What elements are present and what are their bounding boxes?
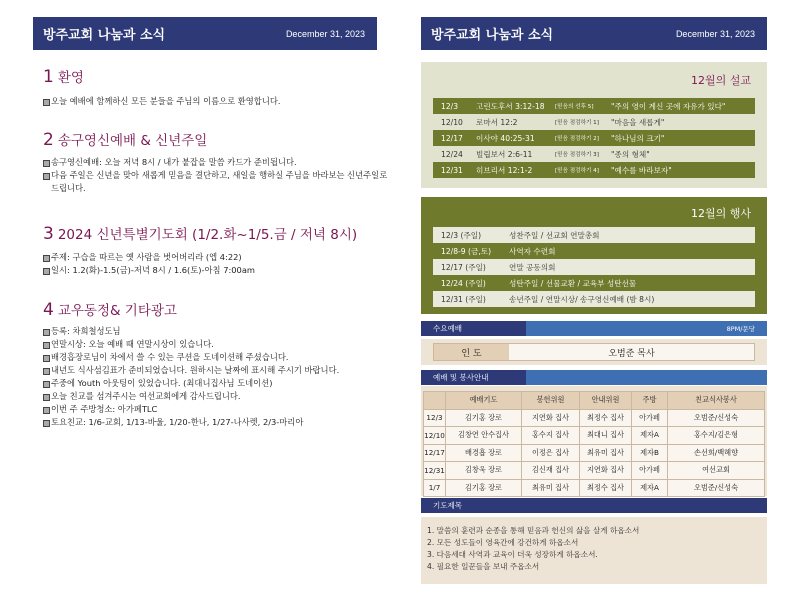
column-header: 봉헌위원 <box>522 392 580 410</box>
section-title-text: 교우동정& 기타광고 <box>57 303 177 319</box>
list-item: 내년도 식사섬김표가 준비되었습니다. 원하시는 날짜에 표시해 주시기 바랍니다. <box>43 364 388 377</box>
prayer-item: 1. 말씀의 훈련과 순종을 통해 믿음과 헌신의 삶을 살게 하옵소서 <box>427 526 640 535</box>
section-1-list <box>43 95 388 108</box>
sermon-text: 고린도후서 3:12-18 <box>476 101 545 111</box>
list-item: 배경흡장로님이 차에서 쓸 수 있는 쿠션을 도네이션해 주셨습니다. <box>43 351 388 364</box>
list-item: 연말시상: 오늘 예배 때 연말시상이 있습니다. <box>43 338 388 351</box>
section-title-2 <box>43 129 207 150</box>
section-2-list <box>43 156 388 195</box>
right-header-date: December 31, 2023 <box>675 28 755 39</box>
section-num: 3 <box>43 224 54 244</box>
table-row <box>424 479 765 497</box>
sermon-date: 12/24 <box>441 149 463 159</box>
prayer-label: 기도제목 <box>421 498 767 513</box>
table-cell: 12/3 <box>424 409 446 427</box>
table-cell: 12/17 <box>424 444 446 462</box>
section-num: 2 <box>43 130 54 150</box>
section-title-text: 환영 <box>57 70 84 86</box>
table-cell: 홍수지 집사 <box>522 427 580 445</box>
list-item: 일시: 1.2(화)-1.5(금)-저녁 8시 / 1.6(토)-아침 7:00am <box>43 264 388 277</box>
prayer-bar <box>421 498 767 513</box>
table-cell: 아가페 <box>632 462 668 480</box>
wed-service-time: 8PM/문당 <box>526 321 767 336</box>
table-cell: 오범준/신성숙 <box>668 409 765 427</box>
table-cell: 김창욱 장로 <box>446 462 522 480</box>
sermon-series: [믿음 점검하기 3] <box>555 152 599 158</box>
table-header-row <box>424 392 765 410</box>
table-row <box>424 462 765 480</box>
event-desc: 사역자 수련회 <box>509 246 556 256</box>
table-cell: 제자A <box>632 427 668 445</box>
sermon-series: [믿음 점검하기 1] <box>555 120 599 126</box>
table-cell: 배경흡 장로 <box>446 444 522 462</box>
table-cell: 손선희/백혜향 <box>668 444 765 462</box>
section-4-list <box>43 325 388 429</box>
list-item: 주중에 Youth 아웃팅이 있었습니다. (최대니집사님 도네이션) <box>43 377 388 390</box>
prayer-panel <box>421 517 767 584</box>
left-header-title: 방주교회 나눔과 소식 <box>43 28 166 43</box>
event-date: 12/8-9 (금,토) <box>441 246 492 256</box>
sermon-row <box>433 146 755 162</box>
right-header <box>421 17 767 50</box>
sermon-sermon-title: "마음을 새롭게" <box>611 117 665 127</box>
sermon-sermon-title: "하나님의 크기" <box>611 133 665 143</box>
sermon-text: 빌립보서 2:6-11 <box>476 149 533 159</box>
sermon-date: 12/17 <box>441 133 463 143</box>
event-row <box>433 259 755 275</box>
table-cell: 김창연 안수집사 <box>446 427 522 445</box>
table-cell: 최대니 집사 <box>580 427 632 445</box>
duty-panel <box>421 386 767 496</box>
events-panel <box>421 197 767 314</box>
right-header-title: 방주교회 나눔과 소식 <box>431 28 554 43</box>
sermon-row <box>433 162 755 178</box>
list-item: 토요친교: 1/6-교회, 1/13-바울, 1/20-한나, 1/27-나사렛, 2/3-마리아 <box>43 416 388 429</box>
event-desc: 송년주일 / 연말시상/ 송구영신예배 (밤 8시) <box>509 294 655 304</box>
event-row <box>433 275 755 291</box>
leader-role: 인 도 <box>434 344 509 360</box>
column-header: 친교식사봉사 <box>668 392 765 410</box>
duty-label: 예배 및 봉사안내 <box>421 370 526 385</box>
left-header-date: December 31, 2023 <box>285 28 365 39</box>
sermon-text: 로마서 12:2 <box>476 117 518 127</box>
table-cell: 12/31 <box>424 462 446 480</box>
section-title-text: 송구영신예배 & 신년주일 <box>57 133 208 149</box>
list-item: 주제: 구습을 따르는 옛 사람을 벗어버리라 (엡 4:22) <box>43 251 388 264</box>
sunday-leader-row <box>433 343 755 361</box>
section-title-1 <box>43 66 84 87</box>
leader-name: 오범준 목사 <box>509 344 754 360</box>
table-cell: 지연화 집사 <box>580 462 632 480</box>
sermon-date: 12/3 <box>441 101 459 111</box>
prayer-item: 3. 다음세대 사역과 교육이 더욱 성장하게 하옵소서. <box>427 550 598 559</box>
sermon-text: 히브리서 12:1-2 <box>476 165 533 175</box>
list-item: 오늘 친교를 섬겨주시는 여선교회에게 감사드립니다. <box>43 390 388 403</box>
section-title-text: 2024 신년특별기도회 (1/2.화~1/5.금 / 저녁 8시) <box>57 227 358 243</box>
list-item: 송구영신예배: 오늘 저녁 8시 / 내가 붙잡을 말씀 카드가 준비됩니다. <box>43 156 388 169</box>
column-header <box>424 392 446 410</box>
table-cell: 홍수지/김은형 <box>668 427 765 445</box>
event-desc: 연말 공동의회 <box>509 262 556 272</box>
section-3-list <box>43 251 388 277</box>
event-row <box>433 291 755 307</box>
duty-table <box>423 391 765 497</box>
event-desc: 성찬주일 / 선교회 연말총회 <box>509 230 600 240</box>
table-cell: 여선교회 <box>668 462 765 480</box>
column-header: 안내위원 <box>580 392 632 410</box>
wed-service-bar <box>421 321 767 336</box>
sermon-title: 12월의 설교 <box>691 74 751 87</box>
event-date: 12/31 (주일) <box>441 294 486 304</box>
table-cell: 12/10 <box>424 427 446 445</box>
table-cell: 제자B <box>632 444 668 462</box>
table-row <box>424 427 765 445</box>
table-cell: 제자A <box>632 479 668 497</box>
table-cell: 최유미 집사 <box>580 444 632 462</box>
left-header <box>33 17 377 50</box>
list-item: 이번 주 주방청소: 아가페TLC <box>43 403 388 416</box>
section-title-4 <box>43 299 177 320</box>
prayer-item: 2. 모든 성도들이 영육간에 강건하게 하옵소서 <box>427 538 579 547</box>
event-date: 12/3 (주일) <box>441 230 482 240</box>
column-header: 주방 <box>632 392 668 410</box>
sermon-sermon-title: "예수를 바라보자" <box>611 165 672 175</box>
sermon-sermon-title: "주의 영이 계신 곳에 자유가 있다" <box>611 101 726 111</box>
sermon-date: 12/10 <box>441 117 463 127</box>
list-item: 오늘 예배에 함께하신 모든 분들을 주님의 이름으로 환영합니다. <box>43 95 388 108</box>
sermon-series: [믿음 점검하기 2] <box>555 136 599 142</box>
duty-bar-fill <box>526 370 767 385</box>
table-cell: 오범준/신성숙 <box>668 479 765 497</box>
list-item: 다음 주일은 신년을 맞아 새롭게 믿음을 결단하고, 새일을 행하실 주님을 바라보는 신년주일로 드립니다. <box>43 169 388 195</box>
table-cell: 최정수 집사 <box>580 409 632 427</box>
events-title: 12월의 행사 <box>691 207 751 220</box>
section-num: 1 <box>43 67 54 87</box>
sermon-panel <box>421 62 767 188</box>
table-cell: 김신재 집사 <box>522 462 580 480</box>
table-cell: 지연화 집사 <box>522 409 580 427</box>
duty-bar <box>421 370 767 385</box>
column-header: 예배기도 <box>446 392 522 410</box>
event-desc: 성탄주일 / 선물교환 / 교육부 성탄선물 <box>509 278 637 288</box>
section-num: 4 <box>43 300 54 320</box>
sermon-row <box>433 114 755 130</box>
table-cell: 아가페 <box>632 409 668 427</box>
event-row <box>433 243 755 259</box>
sermon-text: 이사야 40:25-31 <box>476 133 535 143</box>
table-cell: 최정수 집사 <box>580 479 632 497</box>
event-row <box>433 227 755 243</box>
sermon-series: [믿음 점검하기 4] <box>555 168 599 174</box>
sunday-leader-panel <box>421 339 767 365</box>
table-row <box>424 444 765 462</box>
list-item: 등록: 차희철성도님 <box>43 325 388 338</box>
table-row <box>424 409 765 427</box>
sermon-row <box>433 130 755 146</box>
sermon-date: 12/31 <box>441 165 463 175</box>
event-date: 12/17 (주일) <box>441 262 486 272</box>
table-cell: 이정은 집사 <box>522 444 580 462</box>
prayer-item: 4. 필요한 일꾼들을 보내 주옵소서 <box>427 562 540 571</box>
section-title-3 <box>43 223 357 244</box>
sermon-row <box>433 98 755 114</box>
table-cell: 김기홍 장로 <box>446 479 522 497</box>
table-cell: 김기홍 장로 <box>446 409 522 427</box>
event-date: 12/24 (주일) <box>441 278 486 288</box>
table-cell: 최유미 집사 <box>522 479 580 497</box>
table-cell: 1/7 <box>424 479 446 497</box>
sermon-series: [믿음의 선후 5] <box>555 104 594 110</box>
wed-service-label: 수요예배 <box>421 321 526 336</box>
sermon-sermon-title: "종의 형체" <box>611 149 650 159</box>
